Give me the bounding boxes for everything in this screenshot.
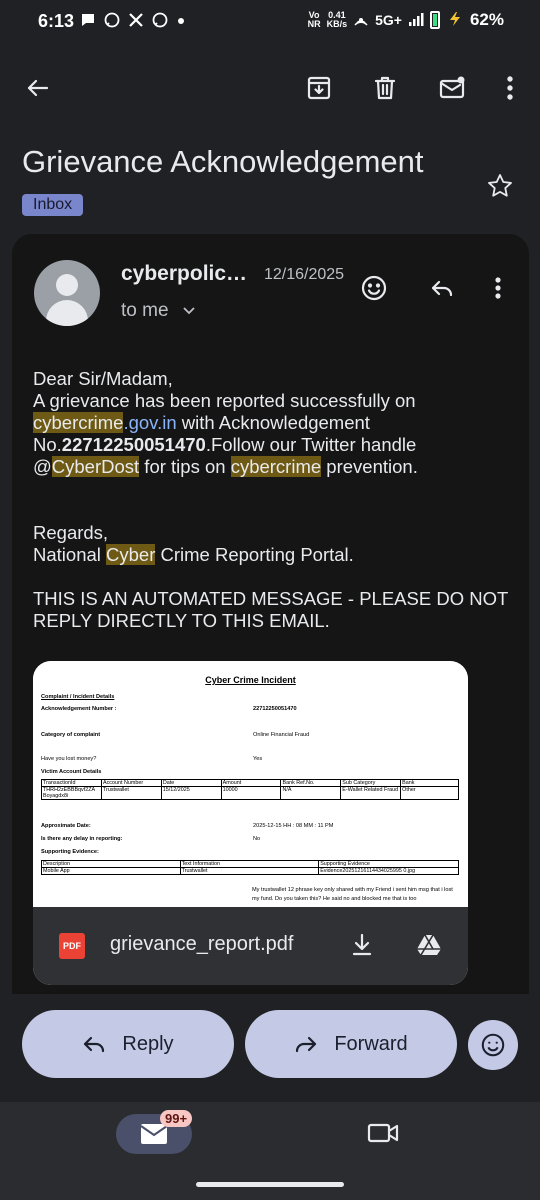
mail-icon — [140, 1123, 168, 1145]
preview-value: 2025-12-15 HH : 08 MM : 11 PM — [253, 823, 334, 829]
reply-icon — [428, 274, 456, 302]
message-card — [12, 234, 529, 994]
video-camera-icon — [366, 1118, 400, 1148]
body-paragraph: A grievance has been reported successfully on cybercrime.gov.in with Acknowledgement No.22712250051470.Follow our Twitter handle @CyberDost for tips on cybercrime prevention. — [33, 390, 418, 477]
status-bar — [0, 0, 540, 44]
network-speed: 0.41 KB/s — [326, 10, 348, 29]
emoji-icon — [360, 274, 388, 302]
table-cell: 10000 — [221, 787, 281, 800]
charging-icon — [446, 11, 464, 30]
mark-unread-button[interactable] — [430, 66, 474, 110]
preview-label: Is there any delay in reporting: — [41, 836, 123, 842]
pdf-preview[interactable] — [33, 661, 468, 907]
inbox-label-chip[interactable]: Inbox — [22, 194, 83, 216]
notification-icons — [80, 12, 186, 32]
table-cell: THRH2zEBBBqvf2ZA Boyagdx8i — [42, 787, 102, 800]
sender-name[interactable]: cyberpolic… — [121, 262, 248, 285]
victim-table — [41, 779, 459, 800]
cybercrime-link[interactable]: .gov.in — [123, 412, 177, 433]
highlight: CyberDost — [51, 456, 140, 477]
bottom-navigation — [0, 1102, 540, 1200]
recipient-summary[interactable]: to me — [121, 300, 169, 321]
table-cell: 15/12/2025 — [161, 787, 221, 800]
back-button[interactable] — [16, 66, 60, 110]
delete-button[interactable] — [363, 66, 407, 110]
highlight: Cyber — [106, 544, 156, 565]
preview-label: Approximate Date: — [41, 823, 91, 829]
preview-section: Complaint / Incident Details — [41, 694, 115, 700]
arrow-back-icon — [24, 74, 52, 102]
pdf-file-icon: PDF — [59, 933, 85, 959]
table-header: Bank — [401, 780, 459, 787]
automated-notice: THIS IS AN AUTOMATED MESSAGE - PLEASE DO NOT REPLY DIRECTLY TO THIS EMAIL. — [33, 588, 508, 631]
preview-label: Category of complaint — [41, 732, 101, 738]
message-body — [33, 368, 513, 632]
preview-label: Have you lost money? — [41, 756, 97, 762]
chevron-down-icon[interactable] — [182, 304, 196, 323]
volte-indicator: Vo NR — [307, 10, 321, 29]
download-icon — [348, 931, 376, 959]
table-header: Supporting Evidence — [319, 861, 459, 868]
more-options-button[interactable] — [488, 66, 532, 110]
top-app-bar — [0, 56, 540, 120]
archive-icon — [305, 74, 333, 102]
signature: National Cyber Crime Reporting Portal. — [33, 544, 354, 565]
emoji-icon — [480, 1032, 506, 1058]
table-cell: Trustwallet — [180, 868, 319, 875]
more-vert-icon — [484, 274, 512, 302]
react-emoji-button[interactable] — [352, 266, 396, 310]
forward-icon — [294, 1032, 318, 1056]
table-header: Bank Ref.No. — [281, 780, 341, 787]
dot-icon — [176, 12, 186, 32]
preview-label: Victim Account Details — [41, 769, 102, 775]
table-header: Description — [42, 861, 181, 868]
reply-button[interactable] — [22, 1010, 234, 1078]
table-cell: N/A — [281, 787, 341, 800]
preview-value: 22712250051470 — [253, 706, 297, 712]
table-header: Text Information — [180, 861, 319, 868]
table-header: Amount — [221, 780, 281, 787]
star-icon — [486, 172, 514, 200]
battery-icon — [430, 11, 440, 29]
attachment-bar — [33, 907, 468, 985]
table-header: Sub Category — [341, 780, 401, 787]
reply-label: Reply — [122, 1032, 174, 1055]
preview-value: Online Financial Fraud — [253, 732, 310, 738]
save-to-drive-button[interactable] — [407, 923, 451, 967]
preview-value: No — [253, 836, 261, 842]
hotspot-icon — [353, 11, 369, 30]
preview-label: Acknowledgement Number : — [41, 706, 117, 712]
chat-bubble-icon — [80, 12, 96, 32]
status-time: 6:13 — [38, 11, 75, 31]
emoji-react-button[interactable] — [468, 1020, 518, 1070]
attachment-card[interactable] — [33, 661, 468, 985]
table-cell: Mobile App — [42, 868, 181, 875]
table-header: TransactionId — [42, 780, 102, 787]
mail-unread-icon — [438, 74, 466, 102]
preview-value: Yes — [253, 756, 263, 762]
nav-meet-tab[interactable] — [366, 1118, 400, 1153]
table-cell: Other — [401, 787, 459, 800]
avatar[interactable] — [34, 260, 100, 326]
network-type: 5G+ — [375, 12, 402, 28]
table-cell: E-Wallet Related Fraud — [341, 787, 401, 800]
status-right — [308, 10, 504, 30]
archive-button[interactable] — [297, 66, 341, 110]
whatsapp-icon — [104, 12, 120, 32]
battery-percent: 62% — [469, 10, 504, 29]
evidence-table — [41, 860, 459, 875]
x-icon — [128, 12, 144, 32]
drive-icon — [415, 931, 443, 959]
greeting: Dear Sir/Madam, — [33, 368, 173, 389]
whatsapp-icon — [152, 12, 168, 32]
highlight: cybercrime — [230, 456, 322, 477]
unread-badge: 99+ — [160, 1110, 192, 1127]
message-date: 12/16/2025 — [264, 266, 345, 283]
table-header: Account Number — [101, 780, 161, 787]
forward-label: Forward — [334, 1032, 408, 1055]
download-button[interactable] — [340, 923, 384, 967]
star-button[interactable] — [478, 164, 522, 208]
preview-label: Supporting Evidence: — [41, 849, 99, 855]
table-cell: Evidence20251216114434025995 0.jpg — [319, 868, 459, 875]
preview-note: My trustwallet 12 phrase key only shared with my Friend i sent him msg that i lost my fund. Do you taken this? He said no and blocked me that is too — [252, 887, 453, 902]
forward-button[interactable] — [245, 1010, 457, 1078]
reply-icon-button[interactable] — [420, 266, 464, 310]
regards: Regards, — [33, 522, 109, 543]
trash-icon — [371, 74, 399, 102]
home-indicator[interactable] — [196, 1182, 344, 1187]
more-vert-icon — [496, 74, 524, 102]
table-header: Date — [161, 780, 221, 787]
email-subject: Grievance Acknowledgement — [22, 144, 424, 179]
attachment-filename[interactable]: grievance_report.pdf — [110, 933, 294, 955]
signal-icon — [408, 11, 424, 30]
highlight: cybercrime — [33, 412, 124, 433]
ack-number: 22712250051470 — [61, 434, 206, 455]
preview-title: Cyber Crime Incident — [205, 675, 296, 685]
message-more-button[interactable] — [476, 266, 520, 310]
reply-icon — [82, 1032, 106, 1056]
table-cell: Trustwallet — [101, 787, 161, 800]
